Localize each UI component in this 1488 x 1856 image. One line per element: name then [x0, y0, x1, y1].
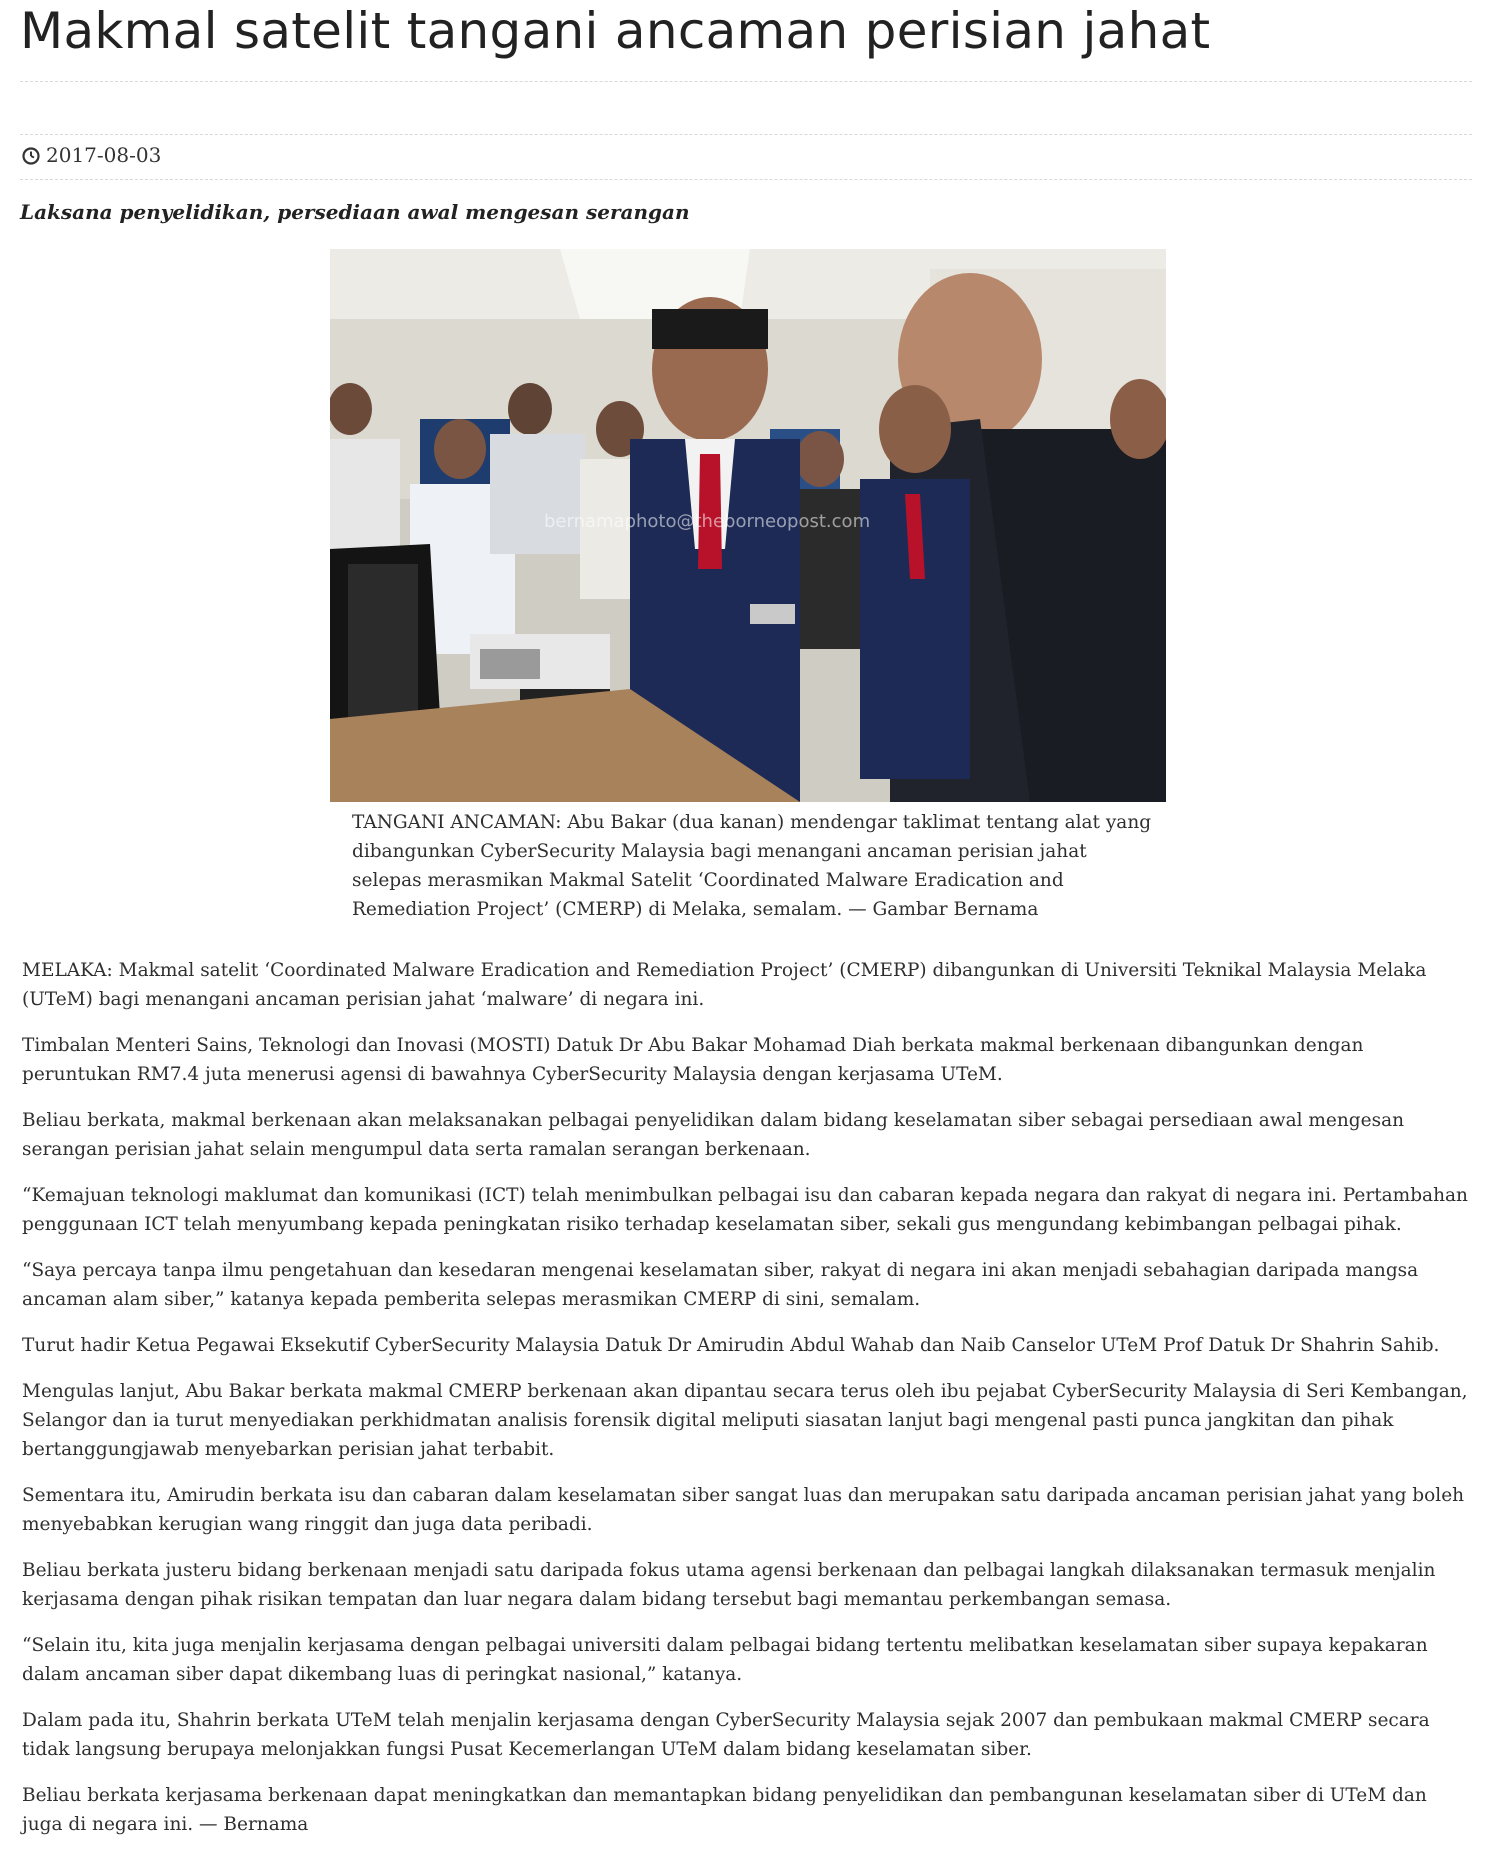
- article-date: [22, 143, 161, 167]
- article-lede: Laksana penyelidikan, persediaan awal mengesan serangan: [20, 200, 690, 224]
- paragraph: “Selain itu, kita juga menjalin kerjasama dengan pelbagai universiti dalam pelbagai bidang tertentu melibatkan keselamatan siber supaya kepakaran dalam ancaman siber dapat dikembang luas di peringkat nasional,” katanya.: [22, 1635, 1428, 1685]
- paragraph: Sementara itu, Amirudin berkata isu dan cabaran dalam keselamatan siber sangat luas dan merupakan satu daripada ancaman perisian jahat yang boleh menyebabkan kerugian wang ringgit dan juga data peribadi.: [22, 1485, 1465, 1535]
- photo-watermark: bernamaphoto@theborneopost.com: [544, 511, 871, 532]
- paragraph: Beliau berkata, makmal berkenaan akan melaksanakan pelbagai penyelidikan dalam bidang keselamatan siber sebagai persediaan awal mengesan serangan perisian jahat selain mengumpul data serta ramalan serangan berkenaan.: [22, 1110, 1405, 1160]
- article-photo: [330, 249, 1166, 802]
- page-title: Makmal satelit tangani ancaman perisian jahat: [20, 2, 1211, 60]
- meta-bottom-divider: [20, 179, 1472, 180]
- clock-icon: [22, 146, 40, 164]
- paragraph: Turut hadir Ketua Pegawai Eksekutif CyberSecurity Malaysia Datuk Dr Amirudin Abdul Wahab dan Naib Canselor UTeM Prof Datuk Dr Shahrin Sahib.: [22, 1335, 1440, 1356]
- paragraph: Mengulas lanjut, Abu Bakar berkata makmal CMERP berkenaan akan dipantau secara terus oleh ibu pejabat CyberSecurity Malaysia di Seri Kembangan, Selangor dan ia turut menyediakan perkhidmatan analisis forensik digital meliputi siasatan lanjut bagi mengenal pasti punca jangkitan dan pihak bertanggungjawab menyebarkan perisian jahat terbabit.: [22, 1381, 1468, 1460]
- paragraph: Beliau berkata kerjasama berkenaan dapat meningkatkan dan memantapkan bidang penyelidikan dan pembangunan keselamatan siber di UTeM dan juga di negara ini. — Bernama: [22, 1785, 1427, 1835]
- paragraph: Beliau berkata justeru bidang berkenaan menjadi satu daripada fokus utama agensi berkenaan dan pelbagai langkah dilaksanakan termasuk menjalin kerjasama dengan pihak risikan tempatan dan luar negara dalam bidang tersebut bagi memantau perkembangan semasa.: [22, 1560, 1436, 1610]
- paragraph: MELAKA: Makmal satelit ‘Coordinated Malware Eradication and Remediation Project’ (CMERP) dibangunkan di Universiti Teknikal Malaysia Melaka (UTeM) bagi menangani ancaman perisian jahat ‘malware’ di negara ini.: [22, 960, 1427, 1010]
- photo-caption: TANGANI ANCAMAN: Abu Bakar (dua kanan) mendengar taklimat tentang alat yang dibangunkan CyberSecurity Malaysia bagi menangani ancaman perisian jahat selepas merasmikan Makmal Satelit ‘Coordinated Malware Eradication and Remediation Project’ (CMERP) di Melaka, semalam. — Gambar Bernama: [352, 812, 1152, 920]
- meta-top-divider: [20, 134, 1472, 135]
- date-text: 2017-08-03: [46, 143, 162, 167]
- paragraph: “Kemajuan teknologi maklumat dan komunikasi (ICT) telah menimbulkan pelbagai isu dan cabaran kepada negara dan rakyat di negara ini. Pertambahan penggunaan ICT telah menyumbang kepada peningkatan risiko terhadap keselamatan siber, sekali gus mengundang kebimbangan pelbagai pihak.: [22, 1185, 1468, 1235]
- paragraph: “Saya percaya tanpa ilmu pengetahuan dan kesedaran mengenai keselamatan siber, rakyat di negara ini akan menjadi sebahagian daripada mangsa ancaman alam siber,” katanya kepada pemberita selepas merasmikan CMERP di sini, semalam.: [22, 1260, 1419, 1310]
- paragraph: Timbalan Menteri Sains, Teknologi dan Inovasi (MOSTI) Datuk Dr Abu Bakar Mohamad Diah berkata makmal berkenaan dibangunkan dengan peruntukan RM7.4 juta menerusi agensi di bawahnya CyberSecurity Malaysia dengan kerjasama UTeM.: [22, 1035, 1364, 1085]
- article-body: [22, 956, 1472, 1856]
- title-divider: [20, 81, 1472, 82]
- paragraph: Dalam pada itu, Shahrin berkata UTeM telah menjalin kerjasama dengan CyberSecurity Malaysia sejak 2007 dan pembukaan makmal CMERP secara tidak langsung berupaya melonjakkan fungsi Pusat Kecemerlangan UTeM dalam bidang keselamatan siber.: [22, 1710, 1430, 1760]
